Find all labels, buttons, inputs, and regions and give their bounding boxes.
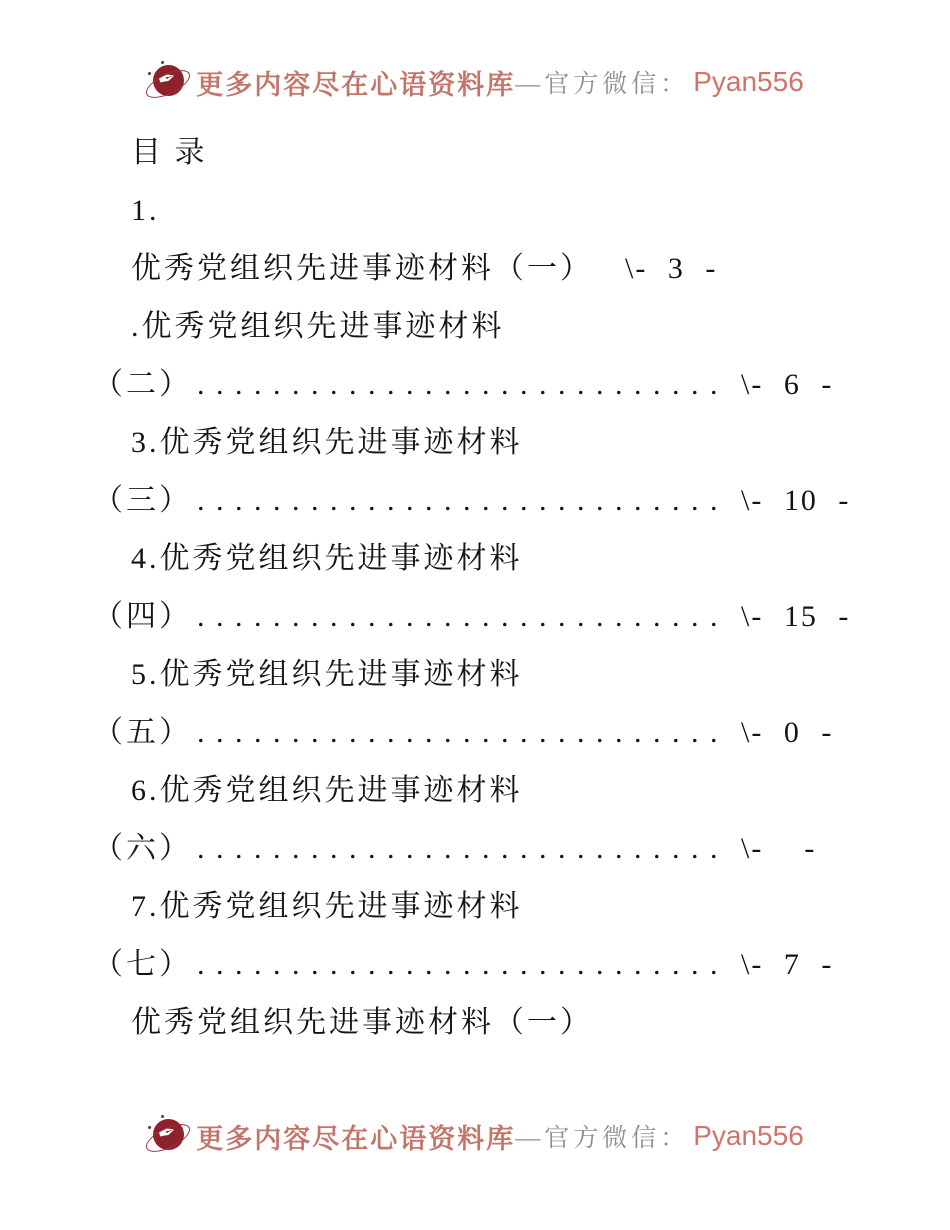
- toc-entry-label: （六）: [93, 832, 192, 865]
- toc-line: [0, 240, 950, 298]
- toc-line: [0, 762, 950, 820]
- toc-line: [0, 530, 950, 588]
- page-number: \- 6 -: [741, 368, 834, 401]
- toc-line: [0, 472, 950, 530]
- toc-entry-label: .优秀党组织先进事迹材料: [131, 310, 505, 343]
- toc-line: [0, 646, 950, 704]
- page-number: \- 10 -: [741, 484, 851, 517]
- page-number: \- -: [741, 832, 817, 865]
- logo-sparkle-dot: [161, 1115, 164, 1118]
- dot-leader: ............................: [197, 484, 729, 517]
- toc-line: [0, 356, 950, 414]
- toc-entry-label: （五）: [93, 716, 192, 749]
- pen-nib-logo-icon: [146, 1114, 190, 1158]
- toc-entry-label: （四）: [93, 600, 192, 633]
- brand-separator-text: —官方微信：: [515, 1125, 690, 1152]
- pen-nib-logo-icon: [146, 60, 190, 104]
- toc-line: [0, 588, 950, 646]
- logo-sparkle-dot: [148, 72, 151, 75]
- toc-entry-label: 4.优秀党组织先进事迹材料: [131, 542, 523, 575]
- toc-entry-label: 6.优秀党组织先进事迹材料: [131, 774, 523, 807]
- logo-sparkle-dot: [161, 61, 164, 64]
- toc-entry-label: 7.优秀党组织先进事迹材料: [131, 890, 523, 923]
- toc-line: [0, 182, 950, 240]
- page-number: \- 3 -: [625, 252, 718, 285]
- page-number: \- 7 -: [741, 948, 834, 981]
- dot-leader: ............................: [197, 368, 729, 401]
- dot-leader: ............................: [197, 600, 729, 633]
- toc-entry-label: 优秀党组织先进事迹材料（一）: [131, 1006, 593, 1039]
- toc-entry-label: 3.优秀党组织先进事迹材料: [131, 426, 523, 459]
- toc-entry-label: 1.: [131, 194, 160, 227]
- wechat-id-text: Pyan556: [693, 1120, 804, 1151]
- logo-sparkle-dot: [148, 1126, 151, 1129]
- toc-line: [0, 994, 950, 1052]
- toc-line: [0, 878, 950, 936]
- table-of-contents: [0, 124, 950, 1052]
- brand-text: 更多内容尽在心语资料库: [196, 1123, 516, 1154]
- brand-text: 更多内容尽在心语资料库: [196, 69, 516, 100]
- dot-leader: ............................: [197, 716, 729, 749]
- toc-entry-label: 5.优秀党组织先进事迹材料: [131, 658, 523, 691]
- toc-entry-label: （三）: [93, 484, 192, 517]
- toc-line: [0, 414, 950, 472]
- brand-separator-text: —官方微信：: [515, 71, 690, 98]
- toc-line: [0, 298, 950, 356]
- toc-line: [0, 820, 950, 878]
- pen-nib-glyph-icon: ✒: [154, 64, 180, 95]
- dot-leader: ............................: [197, 948, 729, 981]
- toc-line: [0, 704, 950, 762]
- page-number: \- 15 -: [741, 600, 851, 633]
- toc-entry-label: （二）: [93, 368, 192, 401]
- toc-entry-label: 优秀党组织先进事迹材料（一）: [131, 252, 593, 285]
- header-watermark: [0, 0, 950, 104]
- dot-leader: ............................: [197, 832, 729, 865]
- toc-line: [0, 936, 950, 994]
- toc-entry-label: （七）: [93, 948, 192, 981]
- page-number: \- 0 -: [741, 716, 834, 749]
- toc-title: 目 录: [131, 136, 208, 169]
- pen-nib-glyph-icon: ✒: [154, 1118, 180, 1149]
- wechat-id-text: Pyan556: [693, 66, 804, 97]
- footer-watermark: [0, 1114, 950, 1158]
